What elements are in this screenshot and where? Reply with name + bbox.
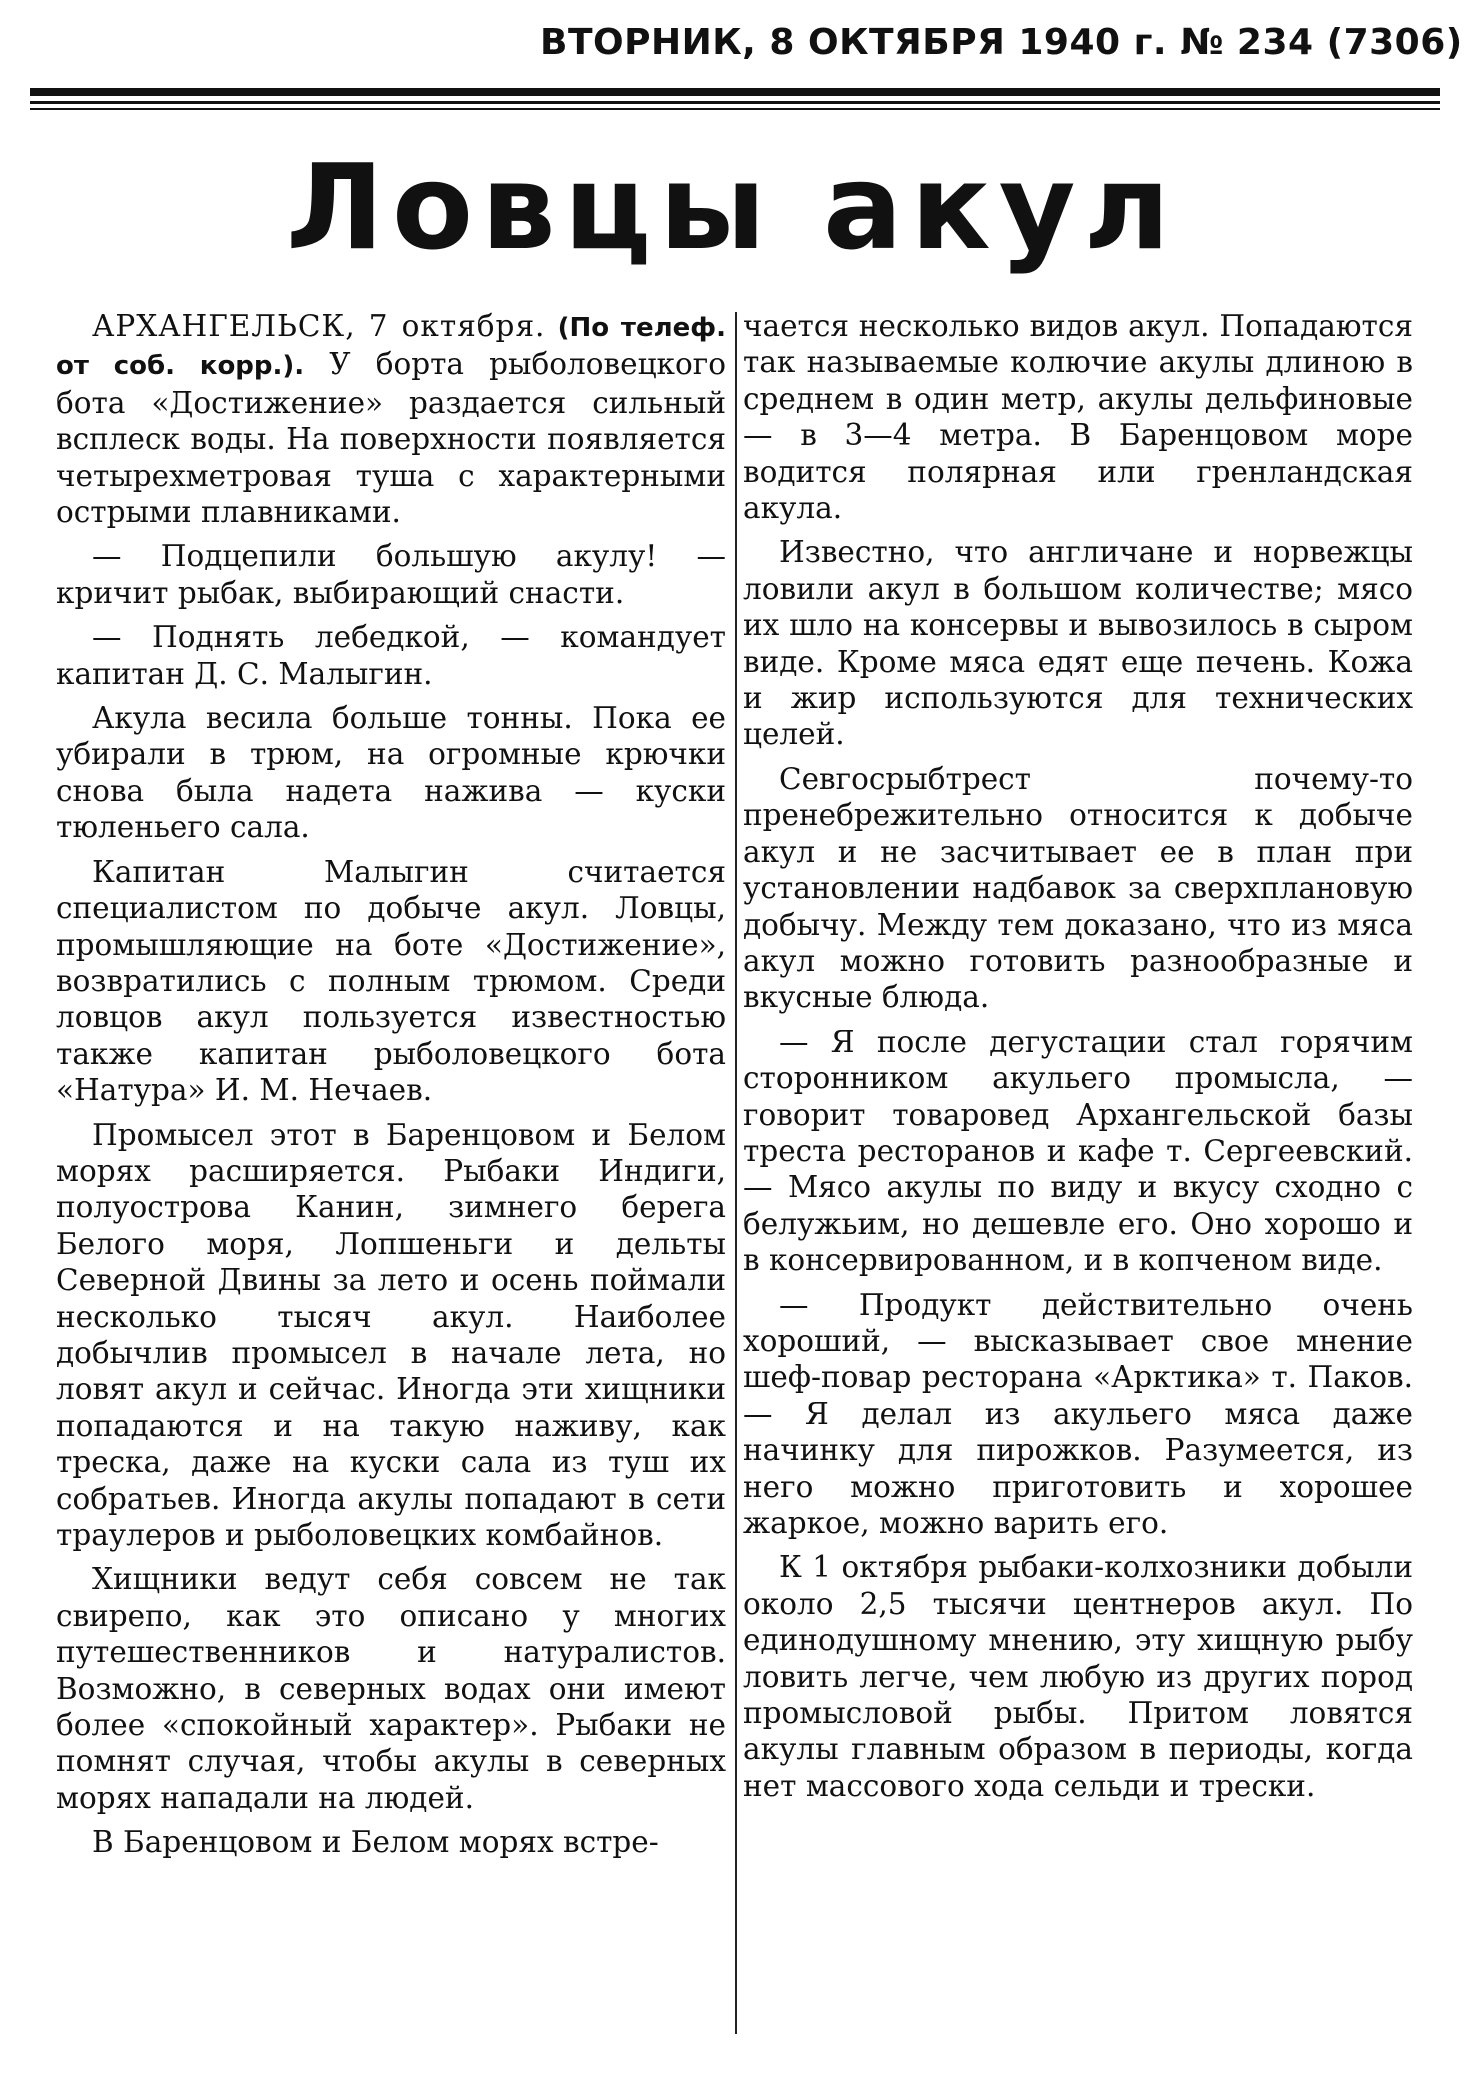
- paragraph: Севгосрыбтрест почему-то пренебрежительно относится к добыче акул и не засчитывает ее в план при установлении надбавок за сверхплановую добычу. Между тем доказано, что из мяса акул можно готовить разнообразные и вкусные блюда.: [743, 761, 1413, 1015]
- header-rule-thin: [30, 108, 1440, 110]
- paragraph: — Подцепили большую акулу! — кричит рыбак, выбирающий снасти.: [56, 539, 726, 610]
- paragraph: Капитан Малыгин считается специалистом по добыче акул. Ловцы, промышляющие на боте «Достижение», возвратились с полным трюмом. Среди ловцов акул пользуется известностью также капитан рыболовецкого бота «Натура» И. М. Нечаев.: [56, 854, 726, 1108]
- article-title: Ловцы акул: [285, 138, 1179, 276]
- issue-date-line: ВТОРНИК, 8 ОКТЯБРЯ 1940 г. № 234 (7306): [540, 22, 1463, 63]
- dateline: АРХАНГЕЛЬСК, 7 октября.: [92, 309, 546, 343]
- article-column-left: [56, 308, 726, 1869]
- paragraph: Промысел этот в Баренцовом и Белом морях расширяется. Рыбаки Индиги, полуострова Канин, зимнего берега Белого моря, Лопшеньги и дельты Северной Двины за лето и осень поймали несколько тысяч акул. Наиболее добычлив промысел в начале лета, но ловят акул и сейчас. Иногда эти хищники попадаются и на такую наживу, как треска, даже на куски сала из туш их собратьев. Иногда акулы попадают в сети траулеров и рыболовецких комбайнов.: [56, 1117, 726, 1552]
- paragraph: — Поднять лебедкой, — командует капитан Д. С. Малыгин.: [56, 620, 726, 691]
- paragraph: — Я после дегустации стал горячим сторонником акульего промысла, — говорит товаровед Архангельской базы треста ресторанов и кафе т. Сергеевский. — Мясо акулы по виду и вкусу сходно с белужьим, но дешевле его. Оно хорошо и в консервированном, и в копченом виде.: [743, 1024, 1413, 1278]
- lead-text: У борта рыболовецкого бота «Достижение» раздается сильный всплеск воды. На поверхности появляется четырехметровая туша с характерными острыми плавниками.: [56, 347, 726, 530]
- paragraph: Хищники ведут себя совсем не так свирепо, как это описано у многих путешественников и натуралистов. Возможно, в северных водах они имеют более «спокойный характер». Рыбаки не помнят случая, чтобы акулы в северных морях нападали на людей.: [56, 1562, 726, 1815]
- article-column-right: [743, 308, 1413, 1812]
- paragraph: Акула весила больше тонны. Пока ее убирали в трюм, на огромные крючки снова была надета нажива — куски тюленьего сала.: [56, 701, 726, 845]
- paragraph: — Продукт действительно очень хороший, — высказывает свое мнение шеф-повар ресторана «Арктика» т. Паков. — Я делал из акульего мяса даже начинку для пирожков. Разумеется, из него можно приготовить и хорошее жаркое, можно варить его.: [743, 1287, 1413, 1540]
- column-divider: [735, 312, 737, 2034]
- correspondent-credit: (По телеф. от соб. корр.).: [56, 313, 726, 382]
- header-rule-middle: [30, 101, 1440, 104]
- paragraph: В Баренцовом и Белом морях встре-: [92, 1825, 659, 1860]
- lead-paragraph: [56, 308, 726, 530]
- header-rule-thick: [30, 88, 1440, 96]
- paragraph: Известно, что англичане и норвежцы ловили акул в большом количестве; мясо их шло на консервы и вывозилось в сыром виде. Кроме мяса едят еще печень. Кожа и жир используются для технических целей.: [743, 535, 1413, 752]
- paragraph: чается несколько видов акул. Попадаются так называемые колючие акулы длиною в среднем в один метр, акулы дельфиновые — в 3—4 метра. В Баренцовом море водится полярная или гренландская акула.: [743, 309, 1413, 526]
- paragraph: К 1 октября рыбаки-колхозники добыли около 2,5 тысячи центнеров акул. По единодушному мнению, эту хищную рыбу ловить легче, чем любую из других пород промысловой рыбы. Притом ловятся акулы главным образом в периоды, когда нет массового хода сельди и трески.: [743, 1550, 1413, 1803]
